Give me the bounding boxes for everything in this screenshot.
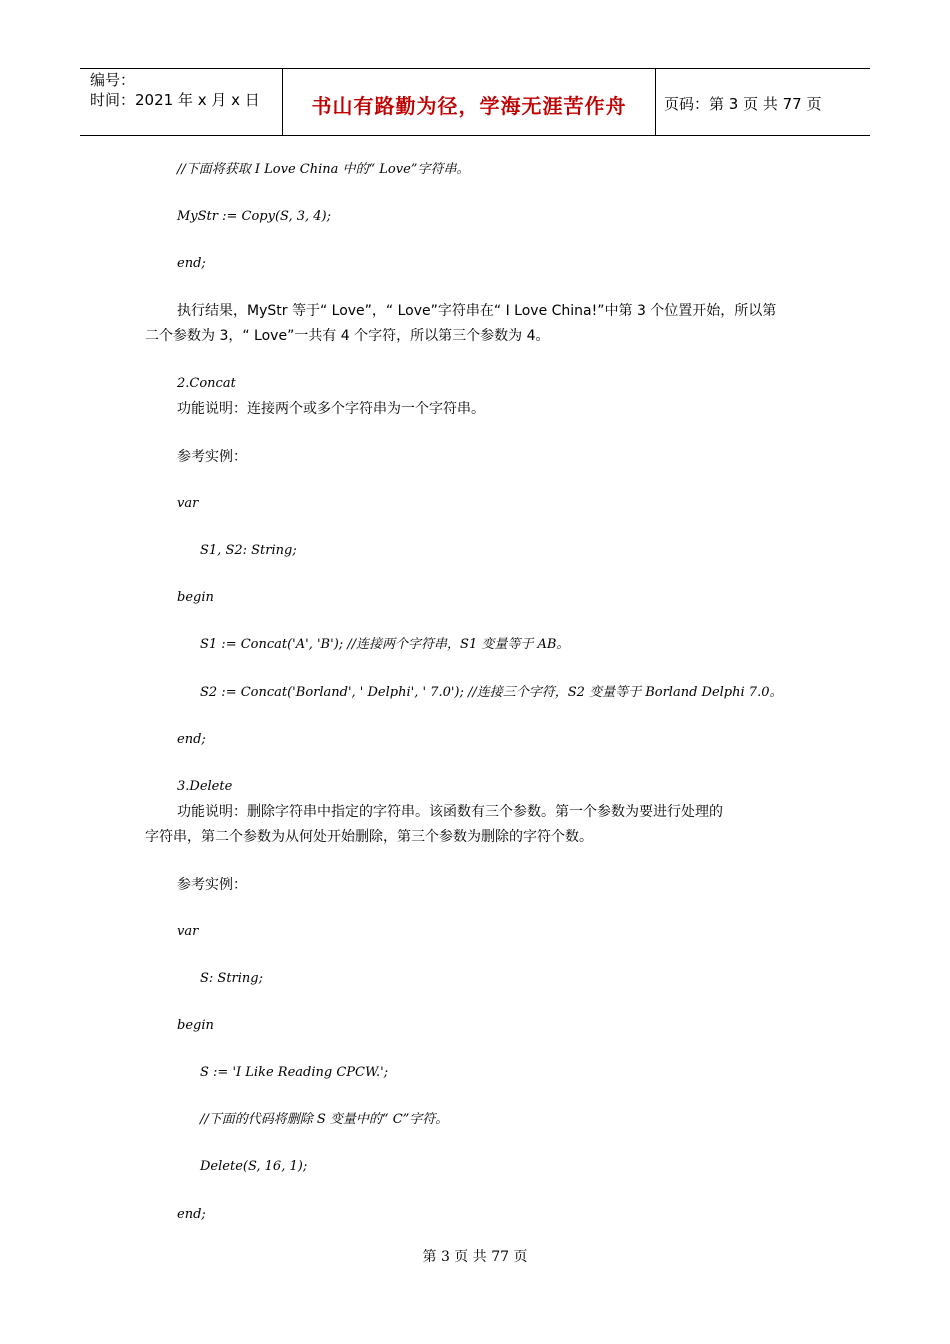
code-comment-delete-c: //下面的代码将删除 S 变量中的“ C”字符。 — [200, 1112, 449, 1127]
code-var-1: var — [177, 496, 199, 511]
delete-example-label: 参考实例： — [177, 877, 247, 893]
code-assign-s: S := 'I Like Reading CPCW.'; — [200, 1065, 389, 1080]
delete-description-line-1: 功能说明：删除字符串中指定的字符串。该函数有三个参数。第一个参数为要进行处理的 — [177, 804, 723, 820]
code-end-2: end; — [177, 732, 206, 747]
code-declare-s: S: String; — [200, 971, 263, 986]
code-copy-call: MyStr := Copy(S, 3, 4); — [177, 209, 332, 224]
result-paragraph-line-1: 执行结果，MyStr 等于“ Love”，“ Love”字符串在“ I Love China!”中第 3 个位置开始，所以第 — [177, 303, 777, 319]
code-declare-s1-s2: S1, S2: String; — [200, 543, 297, 558]
header-motto: 书山有路勤为径，学海无涯苦作舟 — [311, 94, 627, 118]
code-end-1: end; — [177, 256, 206, 271]
code-comment-get-love: //下面将获取 I Love China 中的“ Love”字符串。 — [177, 162, 470, 177]
concat-example-label: 参考实例： — [177, 449, 247, 465]
code-delete-call: Delete(S, 16, 1); — [200, 1159, 308, 1174]
code-end-3: end; — [177, 1207, 206, 1222]
code-concat-s2: S2 := Concat('Borland', ' Delphi', ' 7.0'); //连接三个字符，S2 变量等于 Borland Delphi 7.0。 — [200, 685, 783, 700]
header-divider-right — [655, 68, 656, 136]
code-var-2: var — [177, 924, 199, 939]
result-paragraph-line-2: 二个参数为 3，“ Love”一共有 4 个字符，所以第三个参数为 4。 — [145, 328, 550, 344]
code-concat-s1: S1 := Concat('A', 'B'); //连接两个字符串，S1 变量等于 AB。 — [200, 637, 570, 652]
section-heading-concat: 2.Concat — [177, 376, 236, 391]
code-begin-2: begin — [177, 1018, 214, 1033]
code-begin-1: begin — [177, 590, 214, 605]
page-footer: 第 3 页 共 77 页 — [422, 1249, 528, 1265]
header-number-label: 编号： — [90, 71, 136, 89]
header-time-label: 时间：2021 年 x 月 x 日 — [90, 91, 260, 109]
section-heading-delete: 3.Delete — [177, 779, 233, 794]
header-top-rule — [80, 68, 870, 69]
header-bottom-rule — [80, 135, 870, 136]
delete-description-line-2: 字符串，第二个参数为从何处开始删除，第三个参数为删除的字符个数。 — [145, 829, 593, 845]
concat-description: 功能说明：连接两个或多个字符串为一个字符串。 — [177, 401, 485, 417]
header-page-info: 页码：第 3 页 共 77 页 — [664, 95, 822, 113]
